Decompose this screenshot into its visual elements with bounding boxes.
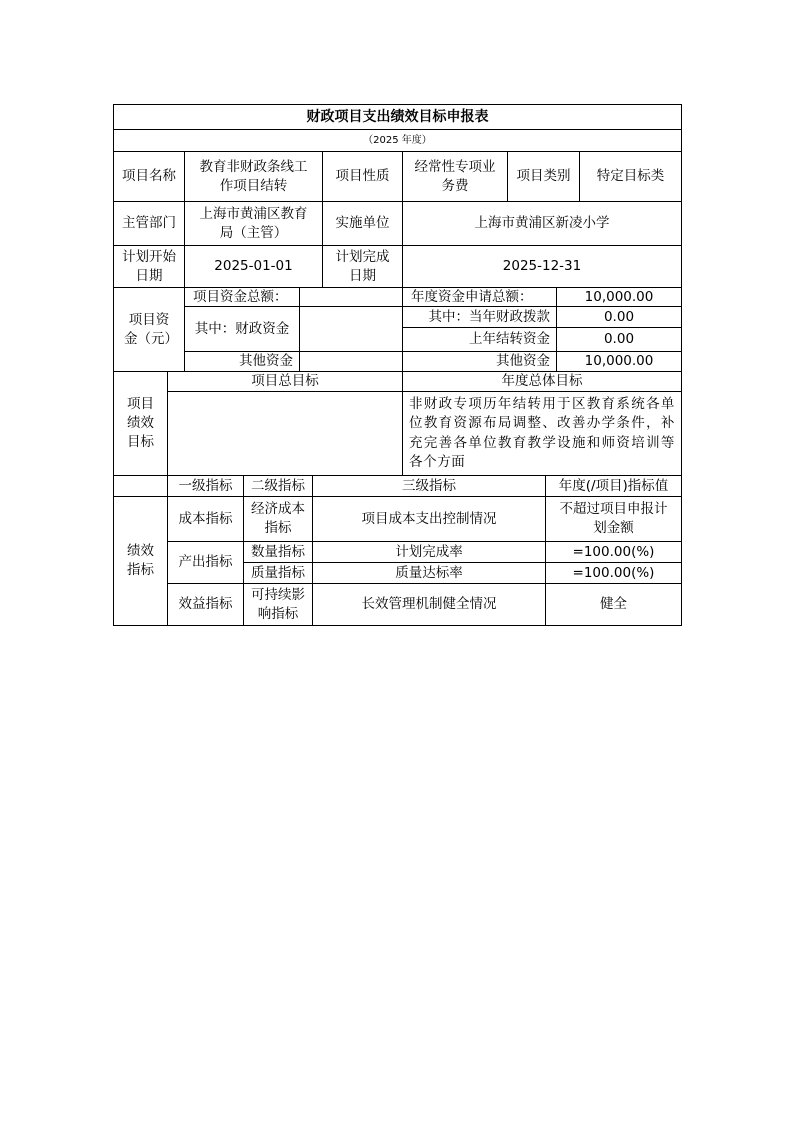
project-nature-label: 项目性质 <box>323 152 403 202</box>
indicators-label: 绩效指标 <box>113 497 168 626</box>
end-date-value: 2025-12-31 <box>403 246 682 288</box>
carryover-label: 上年结转资金 <box>403 328 557 352</box>
funds-total-value <box>300 288 403 307</box>
funds-total-label: 项目资金总额： <box>185 288 300 307</box>
dept-label: 主管部门 <box>113 202 185 246</box>
annual-total-label: 年度资金申请总额： <box>403 288 557 307</box>
performance-target-form <box>113 104 682 626</box>
funds-other-label: 其他资金 <box>185 352 300 372</box>
quantity-indicator-l2: 数量指标 <box>244 542 313 563</box>
project-category-label: 项目类别 <box>508 152 580 202</box>
project-nature-value: 经常性专项业务费 <box>403 152 508 202</box>
impl-unit-value: 上海市黄浦区新凌小学 <box>403 202 682 246</box>
impl-unit-label: 实施单位 <box>323 202 403 246</box>
cost-indicator-value: 不超过项目申报计划金额 <box>546 497 682 542</box>
annual-goal-text: 非财政专项历年结转用于区教育系统各单位教育资源布局调整、改善办学条件，补充完善各单位教育教学设施和师资培训等各个方面 <box>403 392 682 476</box>
dept-value: 上海市黄浦区教育局（主管） <box>185 202 323 246</box>
project-name-value: 教育非财政条线工作项目结转 <box>185 152 323 202</box>
benefit-indicator-value: 健全 <box>546 584 682 626</box>
funds-fiscal-value <box>300 307 403 352</box>
level1-header: 一级指标 <box>168 476 244 497</box>
output-indicator-l1: 产出指标 <box>168 542 244 584</box>
goals-label: 项目绩效目标 <box>113 372 168 476</box>
start-date-label: 计划开始日期 <box>113 246 185 288</box>
overall-goal-header: 项目总目标 <box>168 372 403 392</box>
project-name-label: 项目名称 <box>113 152 185 202</box>
quality-indicator-l2: 质量指标 <box>244 563 313 584</box>
annual-goal-header: 年度总体目标 <box>403 372 682 392</box>
benefit-indicator-l2: 可持续影响指标 <box>244 584 313 626</box>
quality-indicator-value: =100.00(%) <box>546 563 682 584</box>
cost-indicator-l3: 项目成本支出控制情况 <box>313 497 546 542</box>
benefit-indicator-l1: 效益指标 <box>168 584 244 626</box>
form-title: 财政项目支出绩效目标申报表 <box>113 104 682 130</box>
value-header: 年度(/项目)指标值 <box>546 476 682 497</box>
annual-other-label: 其他资金 <box>403 352 557 372</box>
current-year-label: 其中：当年财政拨款 <box>403 307 557 328</box>
level2-header: 二级指标 <box>244 476 313 497</box>
project-category-value: 特定目标类 <box>580 152 682 202</box>
cost-indicator-l2: 经济成本指标 <box>244 497 313 542</box>
benefit-indicator-l3: 长效管理机制健全情况 <box>313 584 546 626</box>
quality-indicator-l3: 质量达标率 <box>313 563 546 584</box>
funds-label: 项目资金（元） <box>113 288 185 372</box>
overall-goal-text <box>168 392 403 476</box>
funds-fiscal-label: 其中：财政资金 <box>185 307 300 352</box>
annual-total-value: 10,000.00 <box>557 288 682 307</box>
current-year-value: 0.00 <box>557 307 682 328</box>
cost-indicator-l1: 成本指标 <box>168 497 244 542</box>
funds-other-value <box>300 352 403 372</box>
year-note: （2025 年度） <box>113 130 682 152</box>
end-date-label: 计划完成日期 <box>323 246 403 288</box>
start-date-value: 2025-01-01 <box>185 246 323 288</box>
carryover-value: 0.00 <box>557 328 682 352</box>
indicators-header-blank <box>113 476 168 497</box>
quantity-indicator-l3: 计划完成率 <box>313 542 546 563</box>
annual-other-value: 10,000.00 <box>557 352 682 372</box>
level3-header: 三级指标 <box>313 476 546 497</box>
quantity-indicator-value: =100.00(%) <box>546 542 682 563</box>
